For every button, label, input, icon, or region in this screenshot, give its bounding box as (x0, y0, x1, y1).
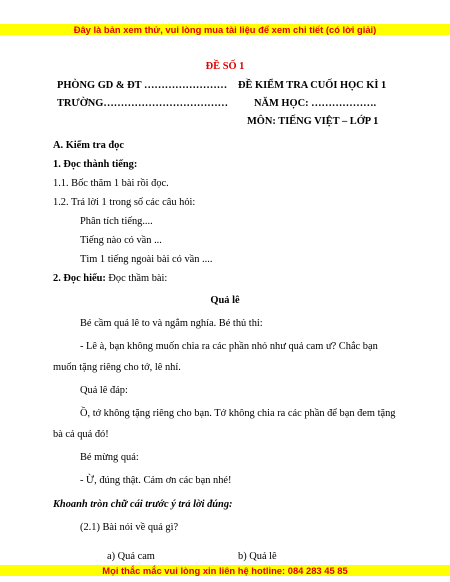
story-paragraph-4-line2: bà cả quả đó! (53, 429, 109, 440)
option-b: b) Quả lê (238, 551, 277, 562)
part1-item2: 1.2. Trả lời 1 trong số các câu hỏi: (53, 197, 196, 208)
story-paragraph-4-line1: Ồ, tớ không tặng riêng cho bạn. Tớ không chia ra các phần để bạn đem tặng (80, 408, 396, 419)
hotline-banner: Mọi thắc mắc vui lòng xin liên hệ hotline: 084 283 45 85 (0, 565, 450, 576)
part1-question1: Phân tích tiếng.... (80, 216, 153, 227)
story-paragraph-3: Quả lê đáp: (80, 385, 128, 396)
exam-number: ĐỀ SỐ 1 (205, 61, 245, 72)
preview-banner: Đây là bản xem thử, vui lòng mua tài liệu để xem chi tiết (có lời giải) (0, 24, 450, 35)
subject-line: MÔN: TIẾNG VIỆT – LỚP 1 (247, 116, 379, 127)
question-2-1: (2.1) Bài nói về quả gì? (80, 522, 179, 533)
story-paragraph-6: - Ừ, đúng thật. Cảm ơn các bạn nhé! (80, 475, 232, 486)
part1-item1: 1.1. Bốc thăm 1 bài rồi đọc. (53, 178, 169, 189)
part2-heading-bold: 2. Đọc hiểu: (53, 273, 106, 284)
section-a-heading: A. Kiểm tra đọc (53, 140, 124, 151)
story-title: Quả lê (210, 295, 240, 306)
school-year: NĂM HỌC: ………………. (254, 98, 377, 109)
story-paragraph-2-line1: - Lê à, bạn không muốn chia ra các phần nhỏ như quả cam ư? Chắc bạn (80, 341, 378, 352)
story-paragraph-1: Bé cầm quả lê to và ngắm nghía. Bé thủ thỉ: (80, 318, 263, 329)
school-line: TRƯỜNG……………………………… (57, 98, 229, 109)
story-paragraph-2-line2: muốn tặng riêng cho tớ, lê nhỉ. (53, 362, 181, 373)
instruction: Khoanh tròn chữ cái trước ý trả lời đúng: (53, 499, 233, 510)
part1-heading: 1. Đọc thành tiếng: (53, 159, 138, 170)
part2-heading-rest: Đọc thầm bài: (105, 273, 168, 284)
department-line: PHÒNG GD & ĐT …………………… (57, 80, 228, 91)
story-paragraph-5: Bé mừng quá: (80, 452, 139, 463)
part1-question3: Tìm 1 tiếng ngoài bài có vần .... (80, 254, 213, 265)
part2-heading (53, 272, 167, 286)
part1-question2: Tiếng nào có vần ... (80, 235, 162, 246)
option-a: a) Quả cam (107, 551, 155, 562)
exam-title: ĐỀ KIỂM TRA CUỐI HỌC KÌ 1 (238, 80, 387, 91)
